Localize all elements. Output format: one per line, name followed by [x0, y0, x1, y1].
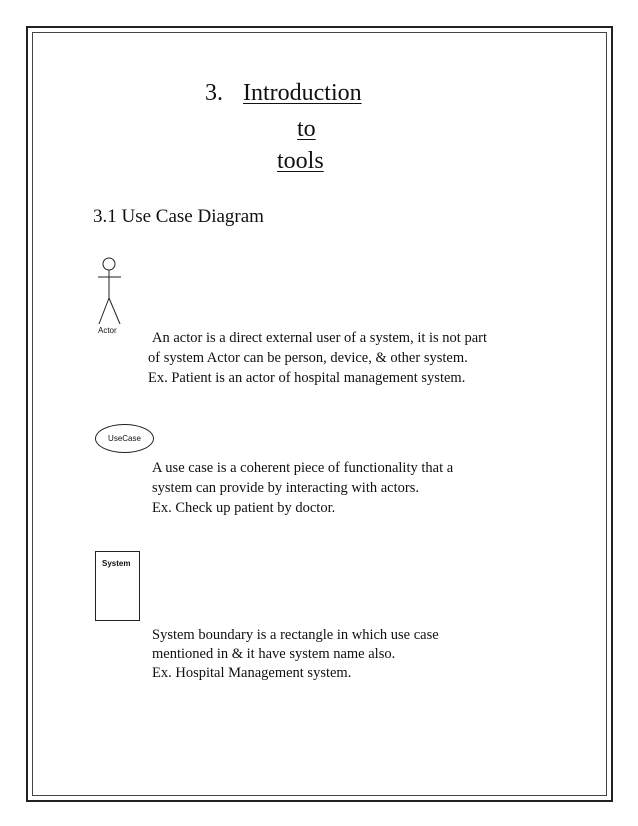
- heading-word-to: to: [297, 116, 316, 142]
- usecase-label: UseCase: [108, 434, 141, 443]
- usecase-description-line: Ex. Check up patient by doctor.: [152, 500, 336, 516]
- actor-description-line: of system Actor can be person, device, & other system.: [148, 350, 468, 366]
- heading-number: 3.: [205, 80, 223, 106]
- actor-label: Actor: [98, 326, 117, 335]
- actor-stick-figure-icon: [95, 256, 125, 326]
- system-boundary-box: [95, 551, 140, 621]
- usecase-description-line: A use case is a coherent piece of functionality that a: [152, 460, 454, 476]
- heading-word-tools: tools: [277, 148, 324, 174]
- actor-description-line: Ex. Patient is an actor of hospital management system.: [148, 370, 466, 386]
- system-label: System: [102, 559, 131, 568]
- system-description-line: System boundary is a rectangle in which use case: [152, 627, 439, 643]
- section-title: 3.1 Use Case Diagram: [93, 206, 264, 227]
- heading-word-introduction: Introduction: [243, 80, 362, 106]
- actor-description-line: An actor is a direct external user of a system, it is not part: [152, 330, 488, 346]
- usecase-oval: [95, 424, 154, 453]
- system-description-line: Ex. Hospital Management system.: [152, 665, 352, 681]
- system-description-line: mentioned in & it have system name also.: [152, 646, 396, 662]
- usecase-description-line: system can provide by interacting with actors.: [152, 480, 419, 496]
